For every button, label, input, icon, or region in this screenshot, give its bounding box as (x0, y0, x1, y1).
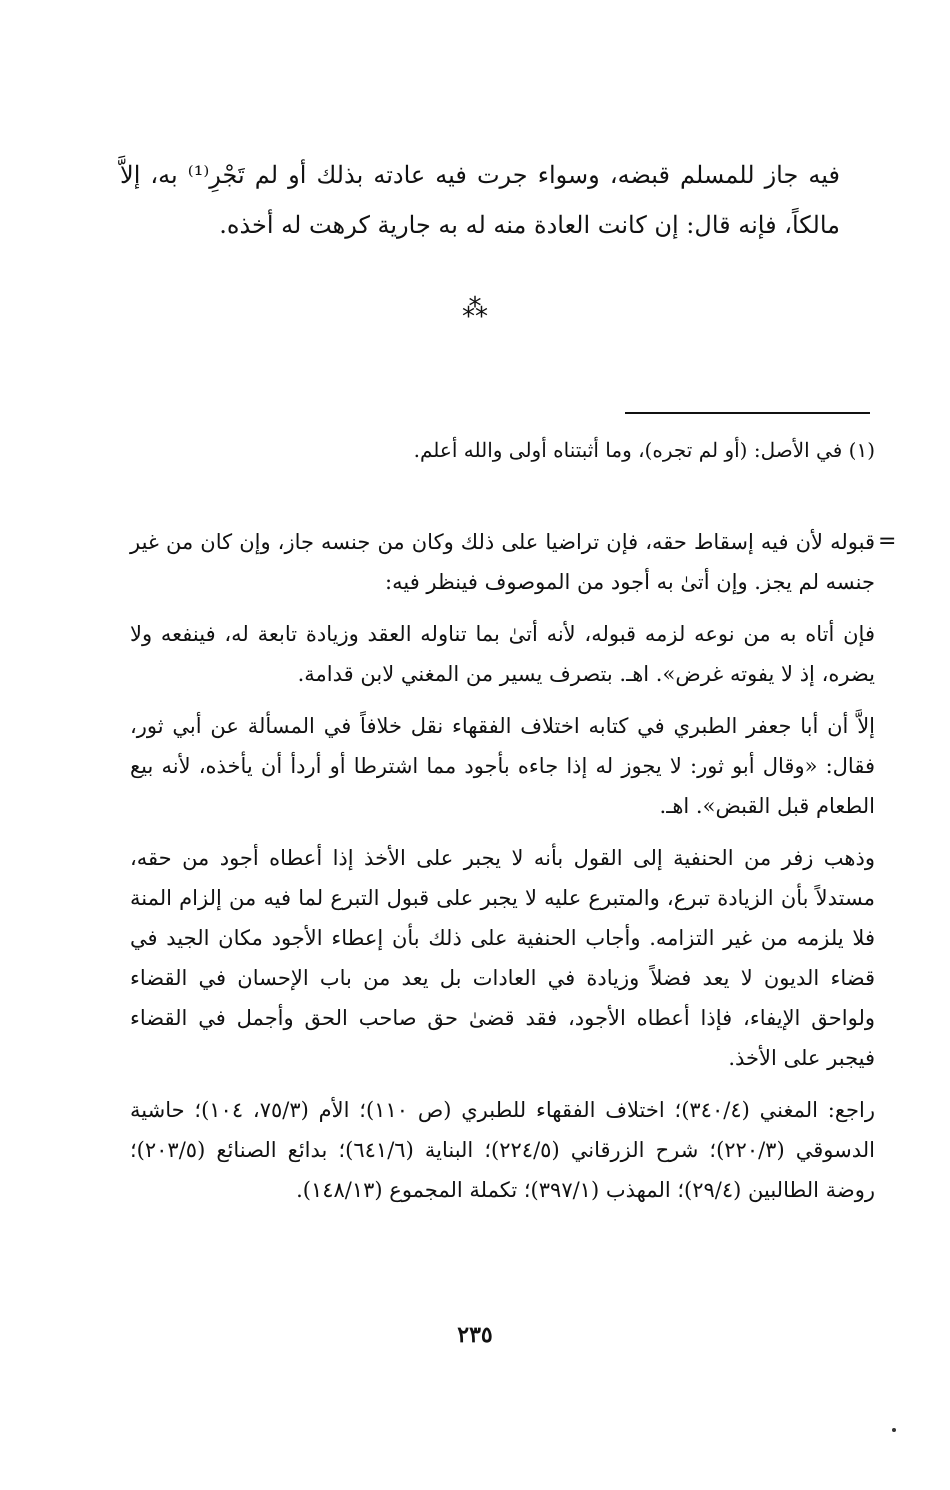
continued-footnote-text (130, 522, 875, 1222)
paragraph-4: وذهب زفر من الحنفية إلى القول بأنه لا يجبر على الأخذ إذا أعطاه أجود من حقه، مستدلاً بأن الزيادة تبرع، والمتبرع عليه لا يجبر على قبول التبرع لما فيه من إلزام المنة فلا يلزمه من غير التزامه. وأجاب الحنفية على ذلك بأن إعطاء الأجود مكان الجيد في قضاء الديون لا يعد فضلاً وزيادة في العادات بل يعد من باب الإحسان في القضاء ولواحق الإيفاء، فإذا أعطاه الأجود، فقد قضىٰ حق صاحب الحق وأجمل في القضاء فيجبر على الأخذ. (130, 846, 875, 1070)
paragraph-references: راجع: المغني (٣٤٠/٤)؛ اختلاف الفقهاء للطبري (ص ١١٠)؛ الأم (٧٥/٣، ١٠٤)؛ حاشية الدسوقي (٢٢٠/٣)؛ شرح الزرقاني (٢٢٤/٥)؛ البناية (٦٤١/٦)؛ بدائع الصنائع (٢٠٣/٥)؛ روضة الطالبين (٢٩/٤)؛ المهذب (٣٩٧/١)؛ تكملة المجموع (١٤٨/١٣). (130, 1098, 875, 1202)
section-separator-stars: ⁂ (462, 294, 488, 324)
footnote-divider (625, 412, 870, 414)
continuation-mark: = (878, 529, 897, 554)
paragraph-3: إلاَّ أن أبا جعفر الطبري في كتابه اختلاف الفقهاء نقل خلافاً في المسألة عن أبي ثور، فقال: «وقال أبو ثور: لا يجوز له إذا جاءه بأجود مما اشترطا أو أردأ أن يأخذه، لأنه بيع الطعام قبل القبض». اهـ. (130, 714, 875, 818)
paragraph-1: قبوله لأن فيه إسقاط حقه، فإن تراضيا على ذلك وكان من جنسه جاز، وإن كان من غير جنسه لم يجز. وإن أتىٰ به أجود من الموصوف فينظر فيه: (130, 530, 875, 594)
footnote-1: (١) في الأصل: (أو لم تجره)، وما أثبتناه أولى والله أعلم. (413, 438, 875, 462)
page-number: ٢٣٥ (457, 1322, 493, 1348)
paragraph-2: فإن أتاه به من نوعه لزمه قبوله، لأنه أتىٰ بما تناوله العقد وزيادة تابعة له، فينفعه ولا يضره، إذ لا يفوته غرض». اهـ. بتصرف يسير من المغني لابن قدامة. (130, 622, 875, 686)
main-body-text: فيه جاز للمسلم قبضه، وسواء جرت فيه عادته بذلك أو لم تَجْرِ⁽¹⁾ به، إلاَّ مالكاً، فإنه قال: إن كانت العادة منه له به جارية كرهت له أخذه. (120, 161, 840, 239)
stray-dot-mark (892, 1428, 896, 1432)
